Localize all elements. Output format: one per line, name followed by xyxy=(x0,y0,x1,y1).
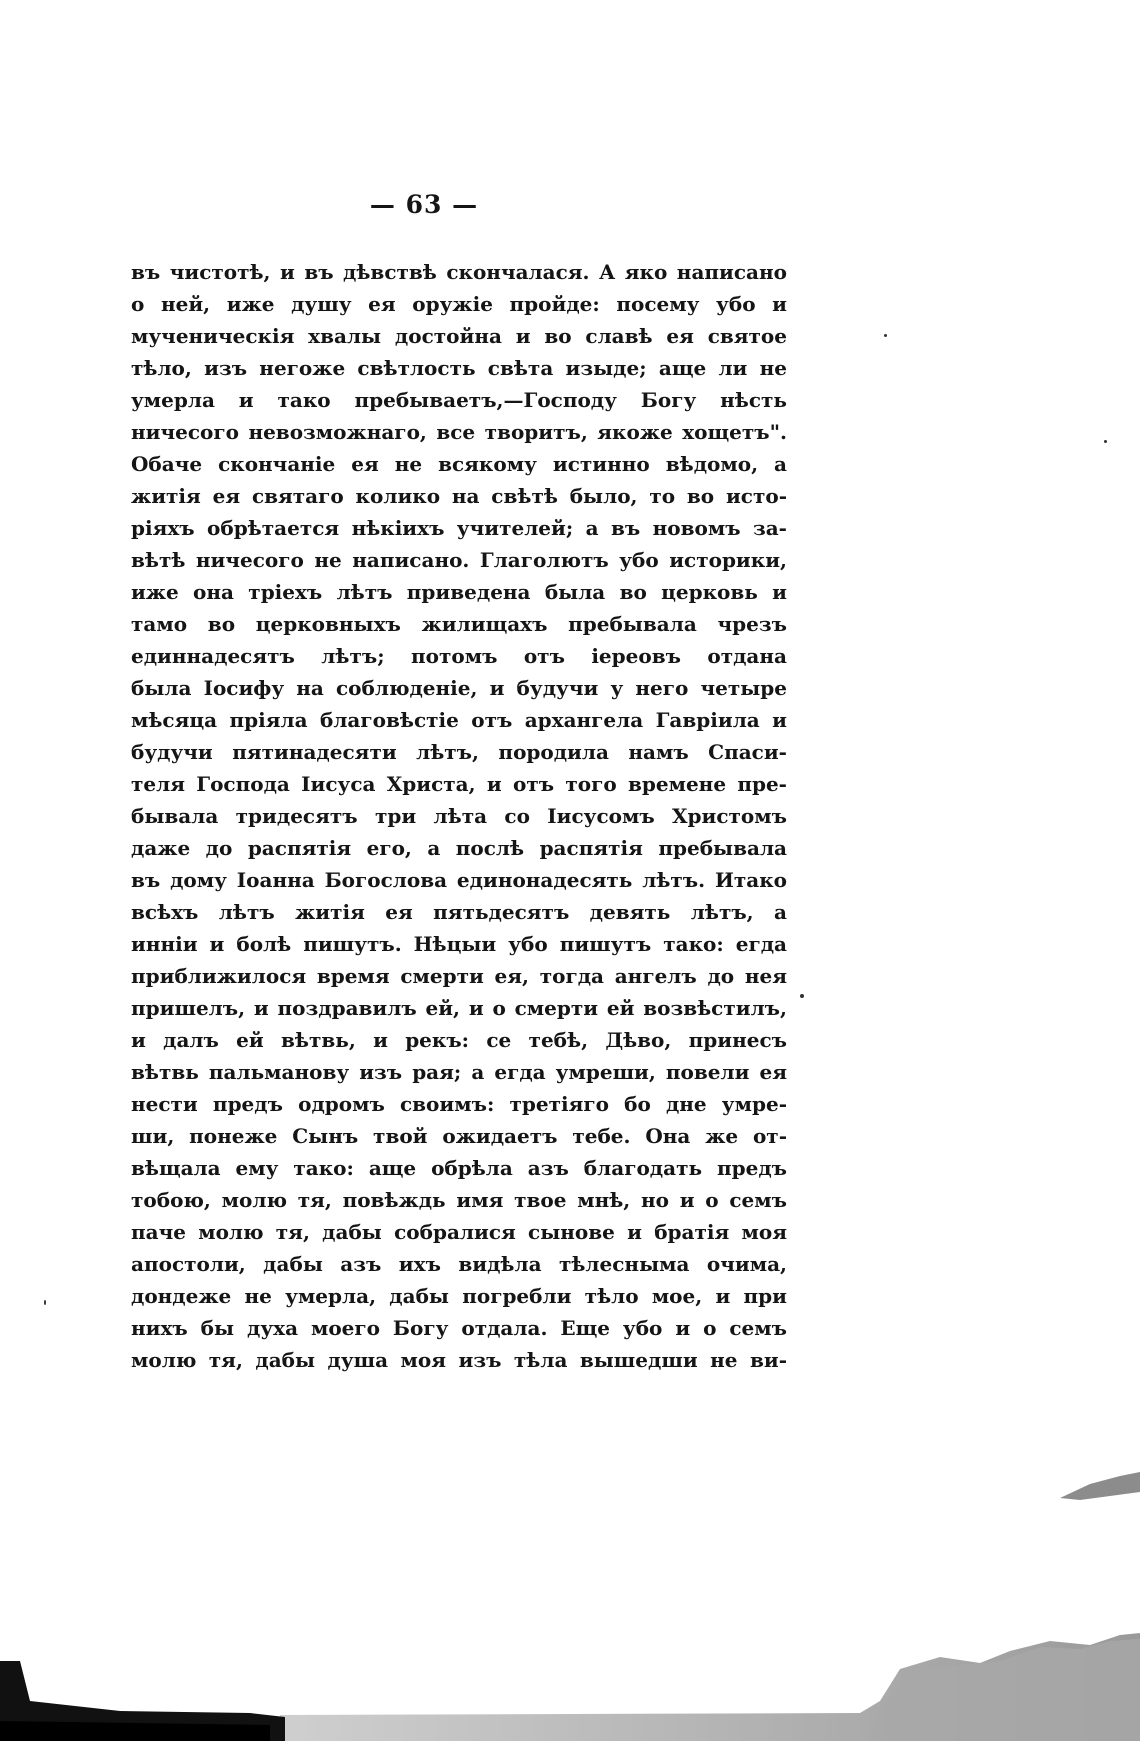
scan-speck xyxy=(800,994,804,998)
text-line: будучи пятинадесяти лѣтъ, породила намъ Спаси- xyxy=(131,740,787,764)
scan-speck xyxy=(44,1300,46,1305)
page-number: — 63 — xyxy=(369,190,479,219)
text-line: приближилося время смерти ея, тогда ангелъ до нея xyxy=(131,964,787,988)
body-text xyxy=(131,256,787,1376)
text-line: нести предъ одромъ своимъ: третіяго бо дне умре- xyxy=(131,1092,787,1116)
scan-speck xyxy=(884,334,887,337)
text-line: мѣсяца пріяла благовѣстіе отъ архангела Гавріила и xyxy=(131,708,787,732)
text-line: тобою, молю тя, повѣждь имя твое мнѣ, но и о семъ xyxy=(131,1188,787,1212)
text-line: тамо во церковныхъ жилищахъ пребывала чрезъ xyxy=(131,612,787,636)
text-line: ріяхъ обрѣтается нѣкіихъ учителей; а въ новомъ за- xyxy=(131,516,787,540)
text-line: пришелъ, и поздравилъ ей, и о смерти ей возвѣстилъ, xyxy=(131,996,787,1020)
scan-smudge xyxy=(1060,1470,1140,1510)
text-line: апостоли, дабы азъ ихъ видѣла тѣлесныма очима, xyxy=(131,1252,787,1276)
text-line: молю тя, дабы душа моя изъ тѣла вышедши не ви- xyxy=(131,1348,787,1372)
text-line: бывала тридесятъ три лѣта со Іисусомъ Христомъ xyxy=(131,804,787,828)
text-line: ши, понеже Сынъ твой ожидаетъ тебе. Она же от- xyxy=(131,1124,787,1148)
text-line: иже она тріехъ лѣтъ приведена была во церковь и xyxy=(131,580,787,604)
text-line: умерла и тако пребываетъ,—Господу Богу нѣсть xyxy=(131,388,787,412)
text-line: о ней, иже душу ея оружіе пройде: посему убо и xyxy=(131,292,787,316)
text-line: въ чистотѣ, и въ дѣвствѣ скончалася. А яко написано xyxy=(131,260,787,284)
text-line: вѣтѣ ничесого не написано. Глаголютъ убо историки, xyxy=(131,548,787,572)
text-line: всѣхъ лѣтъ житія ея пятьдесятъ девять лѣтъ, а xyxy=(131,900,787,924)
text-line: житія ея святаго колико на свѣтѣ было, то во исто- xyxy=(131,484,787,508)
text-line: тѣло, изъ негоже свѣтлость свѣта изыде; аще ли не xyxy=(131,356,787,380)
text-line: инніи и болѣ пишутъ. Нѣцыи убо пишутъ тако: егда xyxy=(131,932,787,956)
text-line: дондеже не умерла, дабы погребли тѣло мое, и при xyxy=(131,1284,787,1308)
text-line: теля Господа Іисуса Христа, и отъ того времене пре- xyxy=(131,772,787,796)
text-line: вѣщала ему тако: аще обрѣла азъ благодать предъ xyxy=(131,1156,787,1180)
text-line: мученическія хвалы достойна и во славѣ ея святое xyxy=(131,324,787,348)
text-line: и далъ ей вѣтвь, и рекъ: се тебѣ, Дѣво, принесъ xyxy=(131,1028,787,1052)
text-line: была Іосифу на соблюденіе, и будучи у него четыре xyxy=(131,676,787,700)
text-line: вѣтвь пальманову изъ рая; а егда умреши, повели ея xyxy=(131,1060,787,1084)
scan-speck xyxy=(1104,440,1107,443)
text-line: паче молю тя, дабы собралися сынове и братія моя xyxy=(131,1220,787,1244)
text-line: въ дому Іоанна Богослова единонадесять лѣтъ. Итако xyxy=(131,868,787,892)
text-line: ничесого невозможнаго, все творитъ, якоже хощетъ". xyxy=(131,420,787,444)
scan-edge-shadow xyxy=(0,1621,1140,1741)
text-line: Обаче скончаніе ея не всякому истинно вѣдомо, а xyxy=(131,452,787,476)
text-line: даже до распятія его, а послѣ распятія пребывала xyxy=(131,836,787,860)
text-line: единнадесятъ лѣтъ; потомъ отъ іереовъ отдана xyxy=(131,644,787,668)
text-line: нихъ бы духа моего Богу отдала. Еще убо и о семъ xyxy=(131,1316,787,1340)
